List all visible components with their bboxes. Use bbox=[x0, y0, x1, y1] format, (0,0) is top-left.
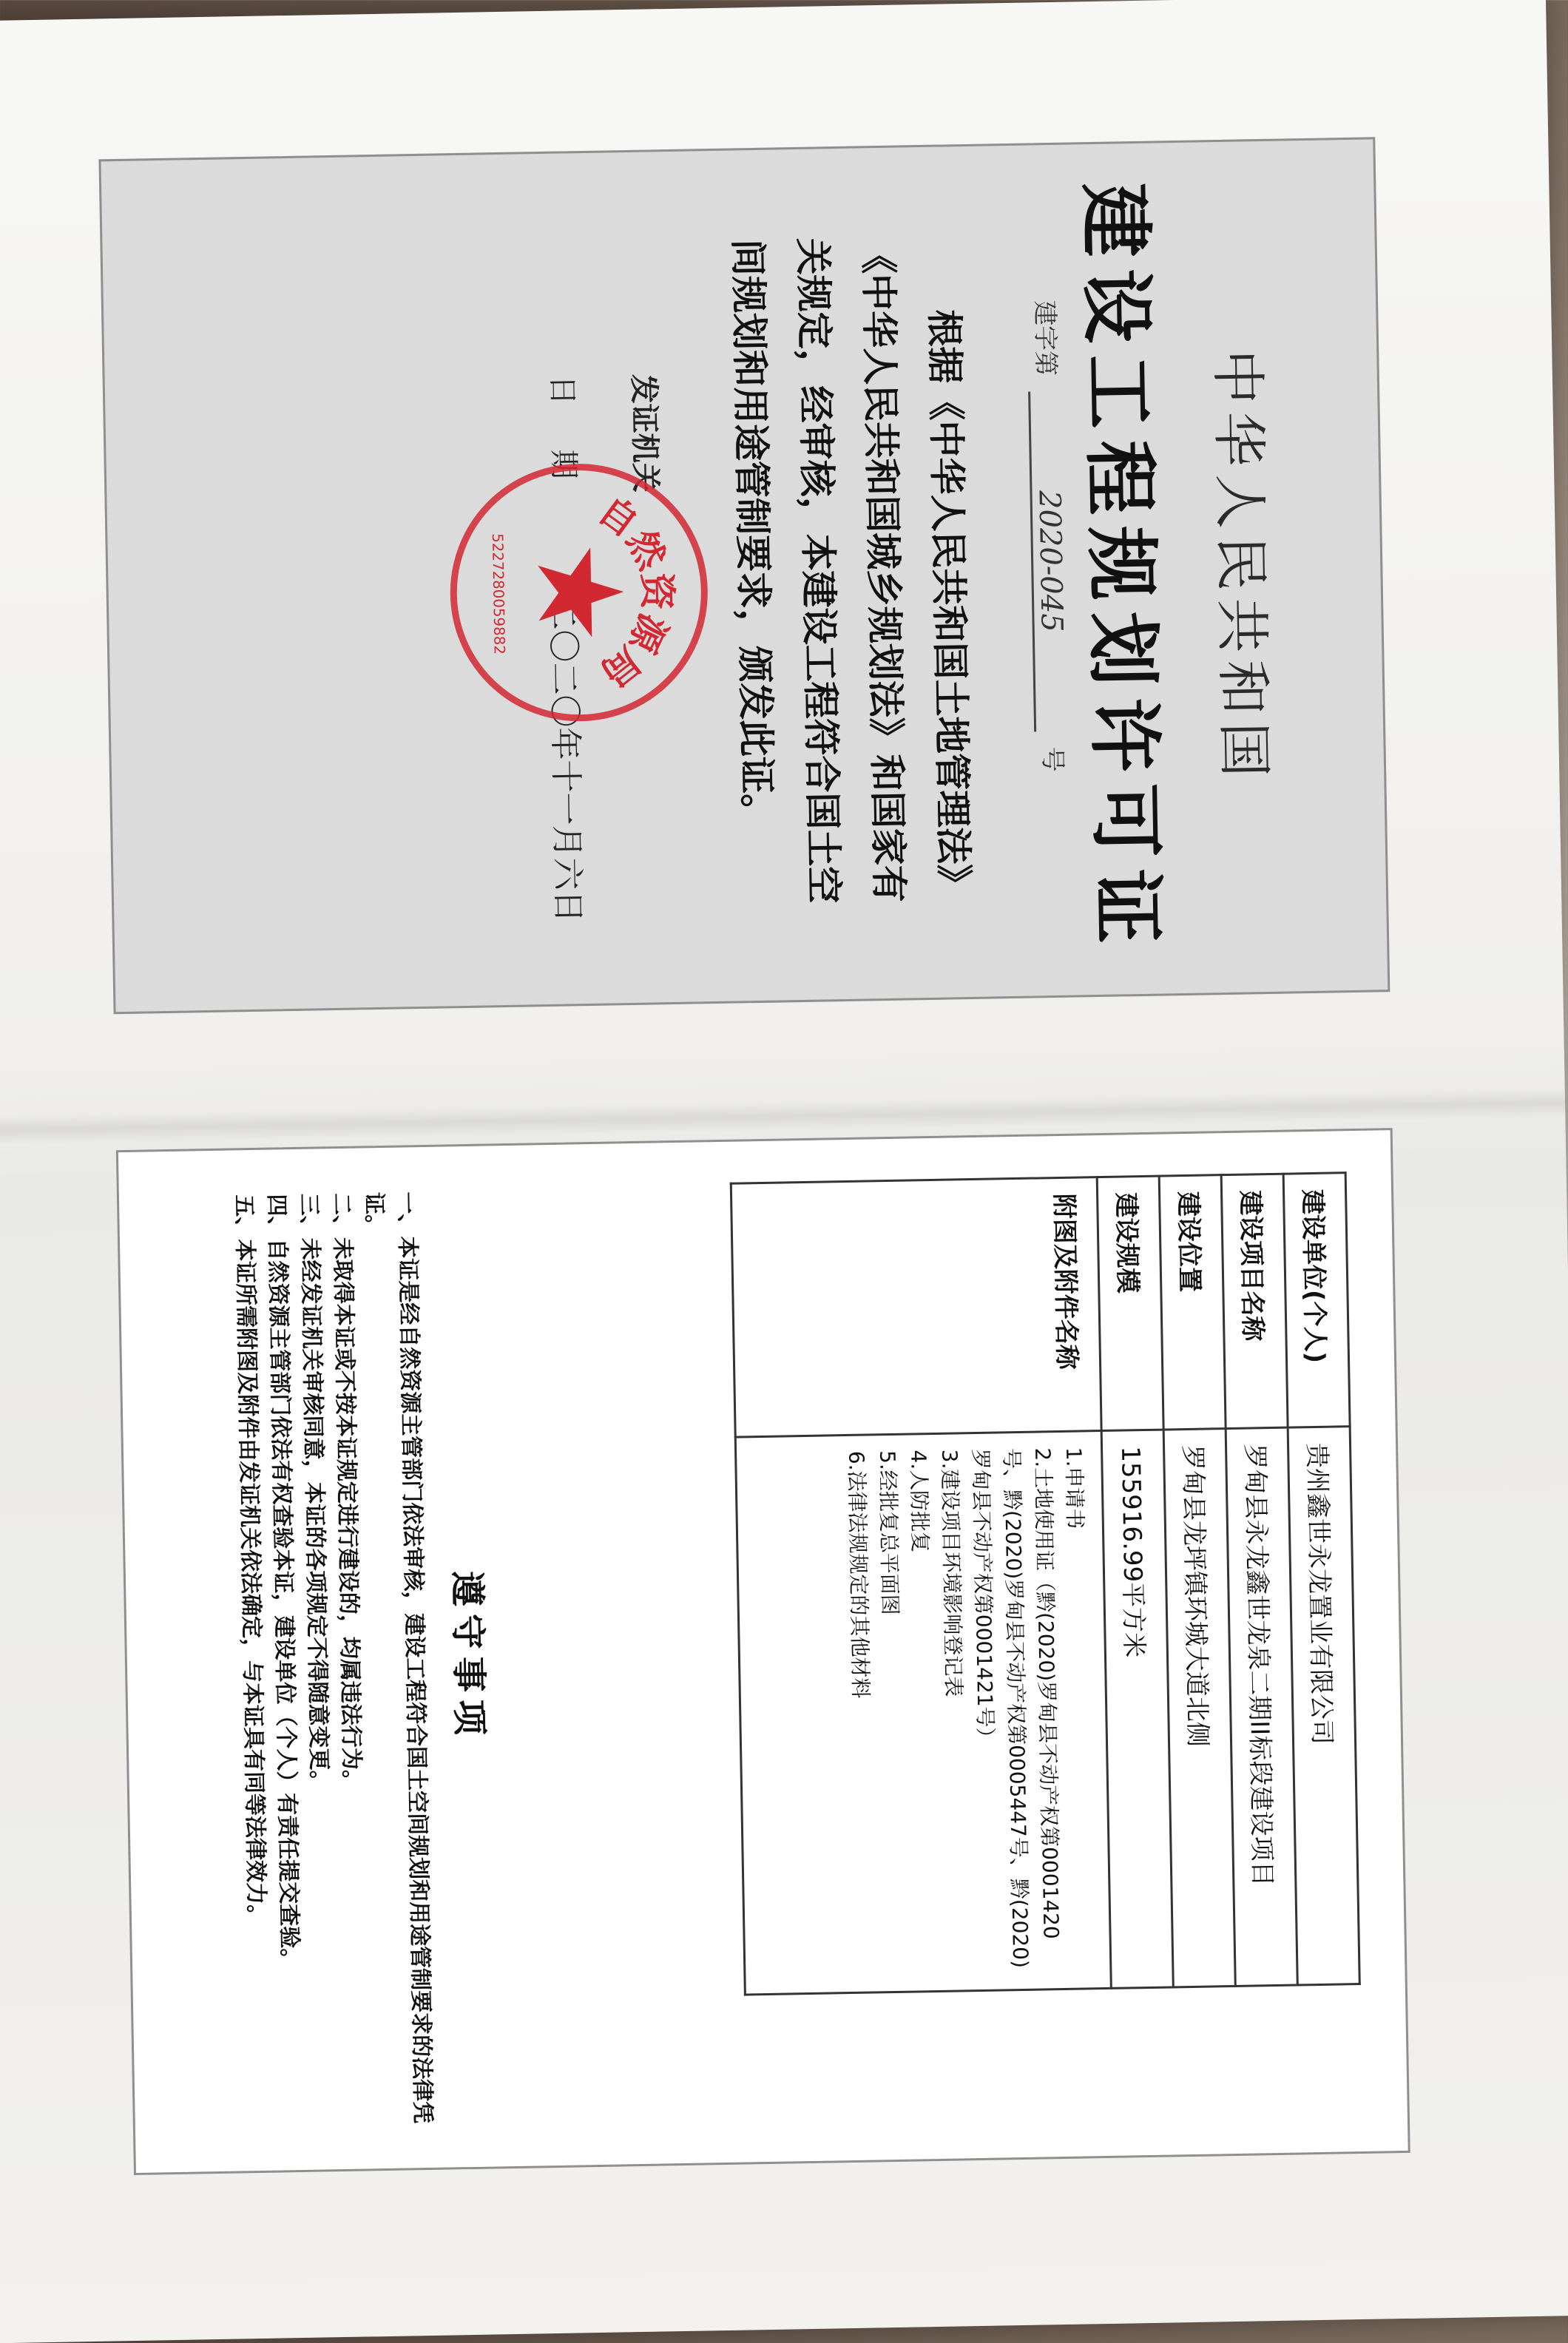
value-project-name: 罗甸县永龙鑫世龙泉二期II标段建设项目 bbox=[1226, 1427, 1297, 1986]
list-item: 5.经批复总平面图 bbox=[875, 1450, 902, 1616]
official-seal bbox=[448, 462, 710, 723]
list-item: 3.建设项目环境影响登记表 bbox=[937, 1449, 966, 1697]
certificate-title: 建设工程规划许可证 bbox=[1071, 182, 1172, 956]
label-project-name: 建设项目名称 bbox=[1221, 1174, 1288, 1428]
note-item: 一、本证是经自然资源主管部门依法审核，建设工程符合国土空间规划和用途管制要求的法律凭证。 bbox=[360, 1191, 436, 2124]
label-location: 建设位置 bbox=[1159, 1175, 1226, 1430]
note-item: 四、自然资源主管部门依法有权查验本证，建设单位（个人）有责任提交查验。 bbox=[263, 1194, 303, 1971]
label-scale: 建设规模 bbox=[1097, 1176, 1163, 1430]
seal-number: 5227280059882 bbox=[488, 533, 508, 655]
notes-list bbox=[227, 1191, 439, 2126]
value-location: 罗甸县龙坪镇环城大道北侧 bbox=[1163, 1429, 1235, 1987]
note-item: 二、未取得本证或不按本证规定进行建设的，均属违法行为。 bbox=[328, 1192, 365, 1793]
list-item: 4.人防批复 bbox=[906, 1450, 933, 1553]
certificate-body: 根据《中华人民共和国土地管理法》《中华人民共和国城乡规划法》和国家有关规定，经审核，本建设工程符合国土空间规划和用途管制要求，颁发此证。 bbox=[726, 236, 977, 904]
certificate-subtitle: 中华人民共和国 bbox=[1205, 348, 1277, 785]
label-applicant: 建设单位(个人) bbox=[1283, 1173, 1350, 1427]
list-item: 6.法律法规规定的其他材料 bbox=[844, 1450, 873, 1699]
seal-graphic bbox=[455, 468, 703, 717]
note-item: 五、本证所需附图及附件由发证机关依法确定，与本证具有同等法律效力。 bbox=[230, 1194, 270, 1927]
permit-face-content bbox=[101, 139, 1388, 1012]
value-applicant: 贵州鑫世永龙置业有限公司 bbox=[1288, 1427, 1359, 1985]
date-value: 二〇二〇年十一月六日 bbox=[543, 597, 587, 923]
serial-number: 2020-045 bbox=[1028, 390, 1070, 731]
serial-suffix: 号 bbox=[1037, 746, 1068, 773]
note-item: 三、未经发证机关审核同意，本证的各项规定不得随意变更。 bbox=[295, 1193, 333, 1793]
notes-title: 遵守事项 bbox=[445, 1570, 490, 1743]
permit-details-content bbox=[118, 1130, 1408, 2173]
table-row bbox=[731, 1177, 1111, 1995]
list-item: 2.土地使用证（黔(2020)罗甸县不动产权第0001420号、黔(2020)罗甸县不动产权第0005447号、黔(2020)罗甸县不动产权第0001421号） bbox=[968, 1447, 1064, 1969]
list-item: 1.申请书 bbox=[1061, 1447, 1087, 1529]
value-scale: 155916.99平方米 bbox=[1101, 1430, 1173, 1988]
date-label: 日期 bbox=[544, 375, 582, 524]
info-table bbox=[730, 1172, 1361, 1995]
serial-line bbox=[1028, 300, 1075, 893]
serial-prefix: 建字第 bbox=[1029, 300, 1061, 376]
permit-details-panel bbox=[116, 1128, 1410, 2175]
attachments-list bbox=[735, 1431, 1111, 1995]
issuer-label: 发证机关 bbox=[626, 373, 663, 493]
label-attachments: 附图及附件名称 bbox=[731, 1177, 1101, 1438]
seal-text: 自然资源局 bbox=[590, 487, 680, 696]
permit-face-panel bbox=[98, 137, 1390, 1014]
